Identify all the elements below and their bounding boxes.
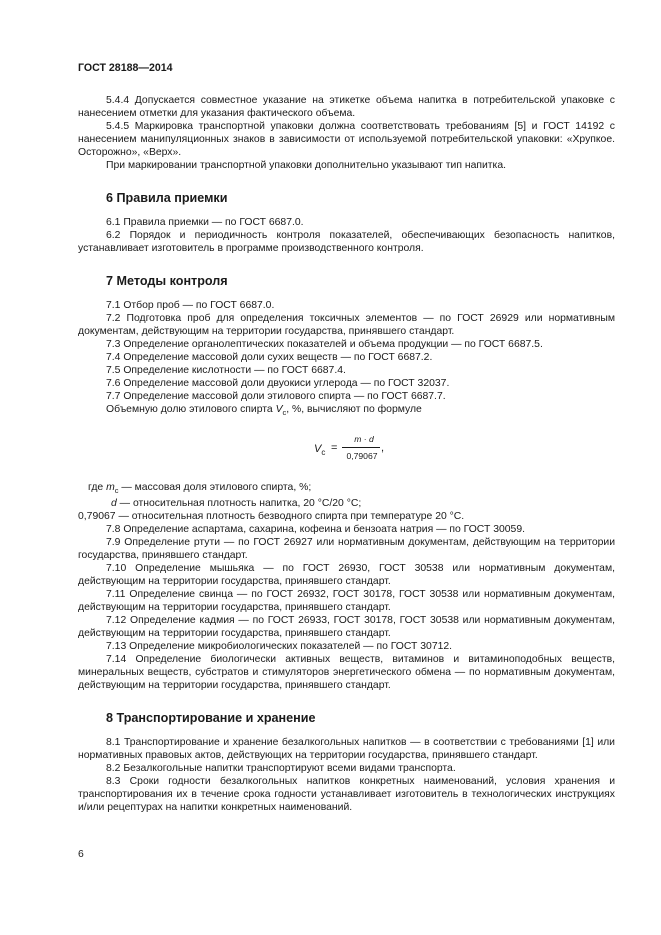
- formula-lhs: $V_c$: [314, 443, 326, 458]
- formula-fraction-bar: [342, 447, 380, 448]
- paragraph-7-8: 7.8 Определение аспартама, сахарина, кофеина и бензоата натрия — по ГОСТ 30059.: [106, 524, 525, 536]
- formula-intro-sub: c: [282, 408, 287, 418]
- paragraph-7-2: 7.2 Подготовка проб для определения токсичных элементов — по ГОСТ 26929 или нормативным документам, действующим на территории государства, принявшего стандарт.: [78, 313, 615, 337]
- paragraph-8-2: 8.2 Безалкогольные напитки транспортируют всеми видами транспорта.: [106, 763, 456, 775]
- section-8-title: 8 Транспортирование и хранение: [106, 711, 316, 726]
- paragraph-7-10: 7.10 Определение мышьяка — по ГОСТ 26930, ГОСТ 30538 или нормативным документам, действующим на территории государства, принявшего стандарт.: [78, 563, 615, 588]
- paragraph-7-7: 7.7 Определение массовой доли этилового спирта — по ГОСТ 6687.7.: [106, 391, 446, 402]
- paragraph-7-11: 7.11 Определение свинца — по ГОСТ 26932, ГОСТ 30178, ГОСТ 30538 или нормативным документам, действующим на территории государства, принявшего стандарт.: [78, 589, 615, 614]
- page-content: [78, 94, 615, 814]
- paragraph-6-2: 6.2 Порядок и периодичность контроля показателей, обеспечивающих безопасность напитков, устанавливает изготовитель в программе производственного контроля.: [78, 230, 615, 254]
- formula-where-constant: 0,79067 — относительная плотность безводного спирта при температуре 20 °С.: [78, 511, 465, 523]
- paragraph-8-3: 8.3 Сроки годности безалкогольных напитков конкретных наименований, условия хранения и транспортирования их в течение срока годности устанавливает изготовитель в технологических инструкциях и/или рецептурах на напитки конкретных наименований.: [78, 776, 615, 814]
- section-7-title: 7 Методы контроля: [106, 274, 228, 288]
- paragraph-5-4-4: 5.4.4 Допускается совместное указание на этикетке объема напитка в потребительской упаковке с нанесением отметки для указания фактического объема.: [78, 95, 615, 119]
- formula-equals: =: [331, 442, 338, 455]
- document-header: ГОСТ 28188—2014: [78, 62, 173, 74]
- paragraph-5-4-5-note: При маркировании транспортной упаковки дополнительно указывают тип напитка.: [106, 160, 506, 171]
- paragraph-8-1: 8.1 Транспортирование и хранение безалкогольных напитков — в соответствии с требованиями [1] или нормативных правовых актов, действующих на территории государства, принявшего стандарт.: [78, 737, 615, 762]
- paragraph-7-7-formula-intro: [78, 403, 615, 419]
- formula-intro-post: , %, вычисляют по формуле: [286, 404, 422, 415]
- formula-numerator: m · d: [354, 434, 374, 445]
- paragraph-7-4: 7.4 Определение массовой доли сухих веществ — по ГОСТ 6687.2.: [106, 352, 433, 363]
- formula-intro-pre: Объемную долю этилового спирта: [106, 404, 276, 415]
- formula-comma: ,: [381, 442, 385, 455]
- formula-alcohol-volume: [78, 429, 615, 473]
- paragraph-7-13: 7.13 Определение микробиологических показателей — по ГОСТ 30712.: [106, 641, 453, 653]
- paragraph-5-4-5: 5.4.5 Маркировка транспортной упаковки должна соответствовать требованиям [5] и ГОСТ 14192 с нанесением манипуляционных знаков в зависимости от используемой потребительской упаковки: «Хрупкое. Осторожно», «Верх».: [78, 121, 615, 158]
- paragraph-7-3: 7.3 Определение органолептических показателей и объема продукции — по ГОСТ 6687.5.: [106, 339, 543, 350]
- formula-where-mc: где $m_c$ — массовая доля этилового спирта, %;: [88, 482, 312, 496]
- paragraph-7-9: 7.9 Определение ртути — по ГОСТ 26927 или нормативным документам, действующим на территории государства, принявшего стандарт.: [78, 537, 615, 562]
- paragraph-7-1: 7.1 Отбор проб — по ГОСТ 6687.0.: [106, 300, 275, 311]
- section-6-title: 6 Правила приемки: [106, 191, 228, 205]
- page-number: 6: [78, 849, 84, 860]
- formula-where-d: d — относительная плотность напитка, 20 °С/20 °С;: [111, 498, 362, 510]
- formula-intro-var: V: [275, 404, 283, 415]
- paragraph-6-1: 6.1 Правила приемки — по ГОСТ 6687.0.: [106, 217, 304, 228]
- paragraph-7-6: 7.6 Определение массовой доли двуокиси углерода — по ГОСТ 32037.: [106, 378, 450, 389]
- paragraph-7-14: 7.14 Определение биологически активных веществ, витаминов и витаминоподобных веществ, минеральных веществ, субстратов и стимуляторов энергетического обмена — по нормативным документам, действующим на территории государства, принявшего стандарт.: [78, 654, 615, 692]
- formula-denominator: 0,79067: [346, 451, 378, 462]
- paragraph-7-5: 7.5 Определение кислотности — по ГОСТ 6687.4.: [106, 365, 346, 376]
- paragraph-7-12: 7.12 Определение кадмия — по ГОСТ 26933, ГОСТ 30178, ГОСТ 30538 или нормативным документам, действующим на территории государства, принявшего стандарт.: [78, 615, 615, 640]
